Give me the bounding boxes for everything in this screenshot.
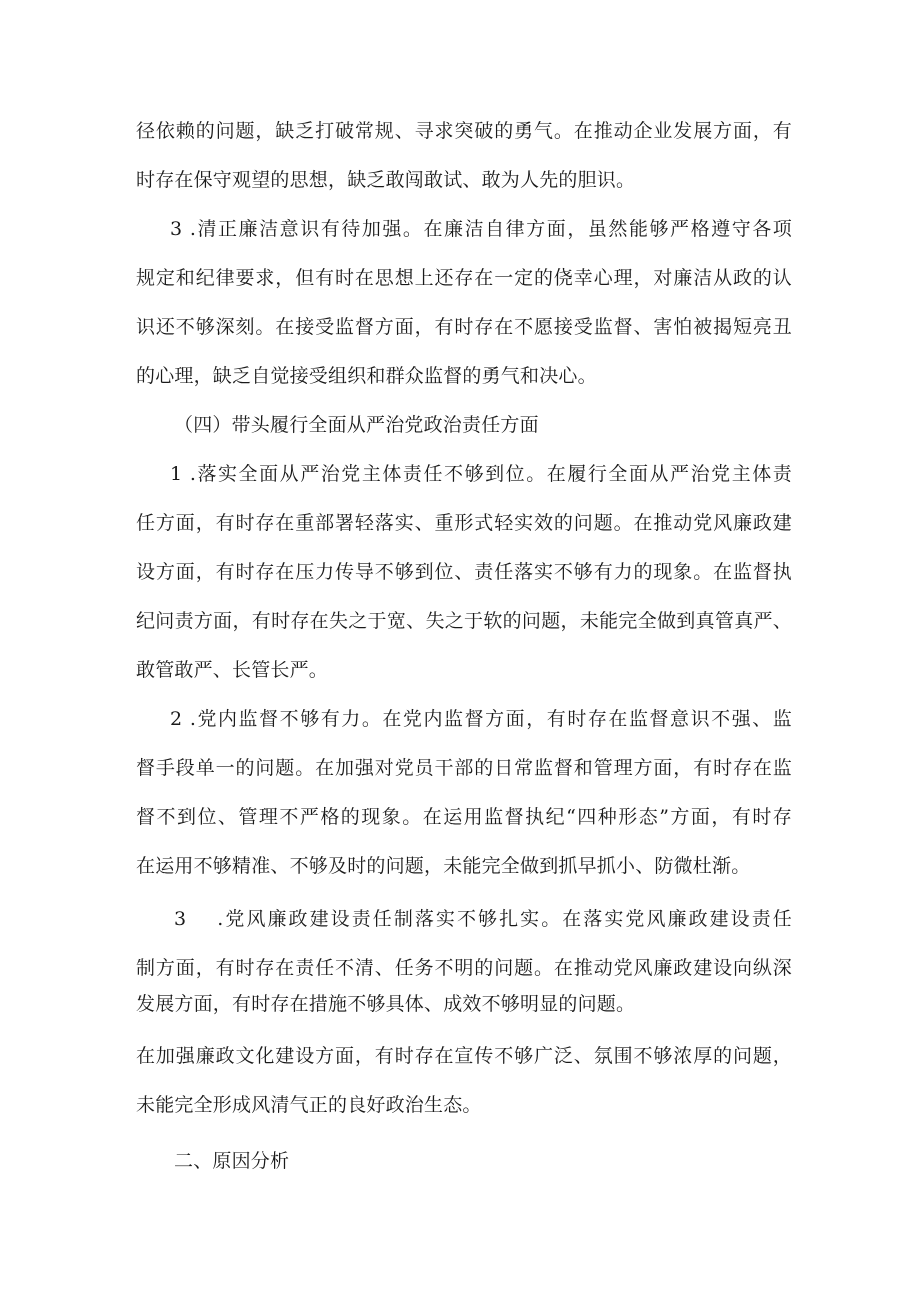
- text-line: 时存在保守观望的思想，缺乏敢闯敢试、敢为人先的胆识。: [136, 169, 636, 191]
- text-line: 设方面，有时存在压力传导不够到位、责任落实不够有力的现象。在监督执: [136, 561, 792, 583]
- numbered-item-heading: 3 .清正廉洁意识有待加强。在廉洁自律方面，虽然能够严格遵守各项: [170, 218, 792, 240]
- text-line: 制方面，有时存在责任不清、任务不明的问题。在推动党风廉政建设向纵深: [136, 957, 792, 979]
- numbered-item-heading: 3 .党风廉政建设责任制落实不够扎实。在落实党风廉政建设责任: [174, 908, 792, 930]
- section-heading: 二、原因分析: [174, 1150, 290, 1172]
- text-line: 纪问责方面，有时存在失之于宽、失之于软的问题，未能完全做到真管真严、: [136, 610, 792, 632]
- text-line: 任方面，有时存在重部署轻落实、重形式轻实效的问题。在推动党风廉政建: [136, 512, 792, 534]
- text-line: 未能完全形成风清气正的良好政治生态。: [136, 1094, 482, 1116]
- text-line: 督手段单一的问题。在加强对党员干部的日常监督和管理方面，有时存在监: [136, 757, 792, 779]
- text-line: 督不到位、管理不严格的现象。在运用监督执纪“四种形态”方面，有时存: [136, 806, 792, 828]
- text-line: 发展方面，有时存在措施不够具体、成效不够明显的问题。: [136, 993, 636, 1015]
- numbered-item-heading: 2 .党内监督不够有力。在党内监督方面，有时存在监督意识不强、监: [170, 708, 792, 730]
- text-line: 识还不够深刻。在接受监督方面，有时存在不愿接受监督、害怕被揭短亮丑: [136, 316, 792, 338]
- section-heading: （四）带头履行全面从严治党政治责任方面: [174, 414, 539, 436]
- text-line: 径依赖的问题，缺乏打破常规、寻求突破的勇气。在推动企业发展方面，有: [136, 120, 792, 142]
- numbered-item-heading: 1 .落实全面从严治党主体责任不够到位。在履行全面从严治党主体责: [170, 463, 792, 485]
- text-line: 敢管敢严、长管长严。: [136, 659, 329, 681]
- text-line: 规定和纪律要求，但有时在思想上还存在一定的侥幸心理，对廉洁从政的认: [136, 267, 792, 289]
- text-line: 在运用不够精准、不够及时的问题，未能完全做到抓早抓小、防微杜渐。: [136, 855, 751, 877]
- text-line: 的心理，缺乏自觉接受组织和群众监督的勇气和决心。: [136, 365, 597, 387]
- text-line: 在加强廉政文化建设方面，有时存在宣传不够广泛、氛围不够浓厚的问题，: [136, 1045, 792, 1067]
